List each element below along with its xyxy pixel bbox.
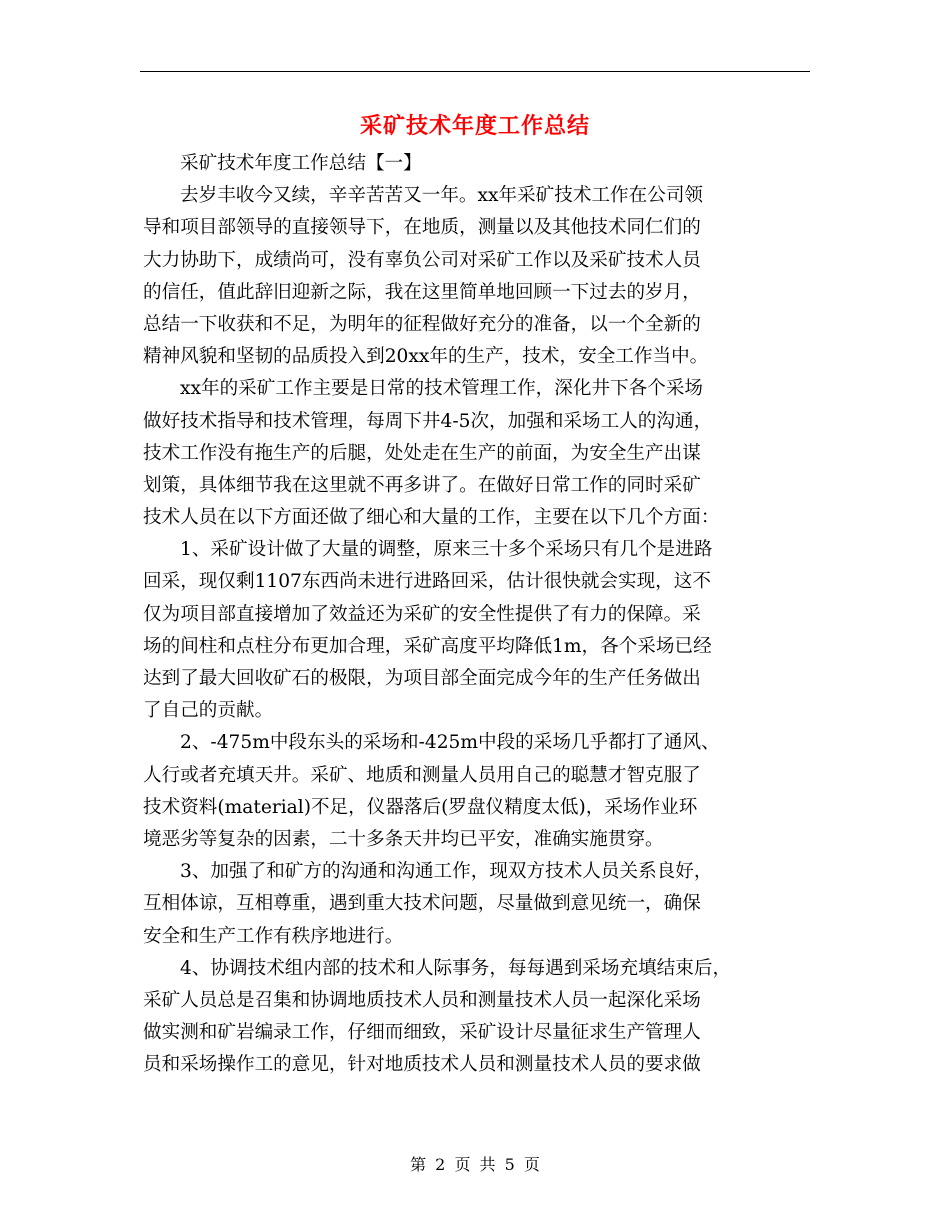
paragraph-line: xx年的采矿工作主要是日常的技术管理工作，深化井下各个采场 [180,378,704,400]
paragraph-line: 做好技术指导和技术管理，每周下井4-5次，加强和采场工人的沟通， [143,410,713,432]
document-body [143,148,815,1081]
paragraph-line: 员和采场操作工的意见，针对地质技术人员和测量技术人员的要求做 [143,1054,701,1076]
paragraph-line: 大力协助下，成绩尚可，没有辜负公司对采矿工作以及采矿技术人员 [143,249,701,271]
paragraph-line: 仅为项目部直接增加了效益还为采矿的安全性提供了有力的保障。采 [143,603,701,625]
paragraph-line: 境恶劣等复杂的因素，二十多条天井均已平安，准确实施贯穿。 [143,828,664,850]
paragraph-line: 1、采矿设计做了大量的调整，原来三十多个采场只有几个是进路 [180,539,713,561]
page-number-footer: 第 2 页 共 5 页 [410,1155,540,1174]
paragraph-line: 互相体谅，互相尊重，遇到重大技术问题，尽量做到意见统一，确保 [143,893,701,915]
paragraph-line: 技术工作没有拖生产的后腿，处处走在生产的前面，为安全生产出谋 [143,442,701,464]
paragraph-line: 技术资料(material)不足，仪器落后(罗盘仪精度太低)，采场作业环 [143,796,698,818]
paragraph-line: 划策，具体细节我在这里就不再多讲了。在做好日常工作的同时采矿 [143,474,701,496]
paragraph-line: 导和项目部领导的直接领导下，在地质，测量以及其他技术同仁们的 [143,217,701,239]
paragraph-line: 2、-475m中段东头的采场和-425m中段的采场几乎都打了通风、 [180,732,720,754]
paragraph-line: 人行或者充填天井。采矿、地质和测量人员用自己的聪慧才智克服了 [143,764,701,786]
paragraph-line: 做实测和矿岩编录工作，仔细而细致，采矿设计尽量征求生产管理人 [143,1022,701,1044]
paragraph-line: 技术人员在以下方面还做了细心和大量的工作，主要在以下几个方面： [143,507,720,529]
paragraph-line: 3、加强了和矿方的沟通和沟通工作，现双方技术人员关系良好， [180,861,713,883]
paragraph-line: 采矿人员总是召集和协调地质技术人员和测量技术人员一起深化采场 [143,989,701,1011]
paragraph-line: 精神风貌和坚韧的品质投入到20xx年的生产，技术，安全工作当中。 [143,346,709,368]
section-heading: 采矿技术年度工作总结【一】 [180,153,422,174]
document-title: 采矿技术年度工作总结 [359,113,590,139]
paragraph-line: 场的间柱和点柱分布更加合理，采矿高度平均降低1m，各个采场已经 [143,635,712,657]
paragraph-line: 安全和生产工作有秩序地进行。 [143,925,404,947]
paragraph-line: 的信任，值此辞旧迎新之际，我在这里简单地回顾一下过去的岁月， [143,281,701,303]
paragraph-line: 去岁丰收今又续，辛辛苦苦又一年。xx年采矿技术工作在公司领 [180,185,704,207]
header-rule [140,71,810,72]
paragraph-line: 达到了最大回收矿石的极限，为项目部全面完成今年的生产任务做出 [143,668,701,689]
paragraph-line: 回采，现仅剩1107东西尚未进行进路回采，估计很快就会实现，这不 [143,571,711,593]
paragraph-line: 了自己的贡献。 [143,700,274,722]
paragraph-line: 总结一下收获和不足，为明年的征程做好充分的准备，以一个全新的 [143,313,701,335]
paragraph-line: 4、协调技术组内部的技术和人际事务，每每遇到采场充填结束后， [180,957,732,979]
